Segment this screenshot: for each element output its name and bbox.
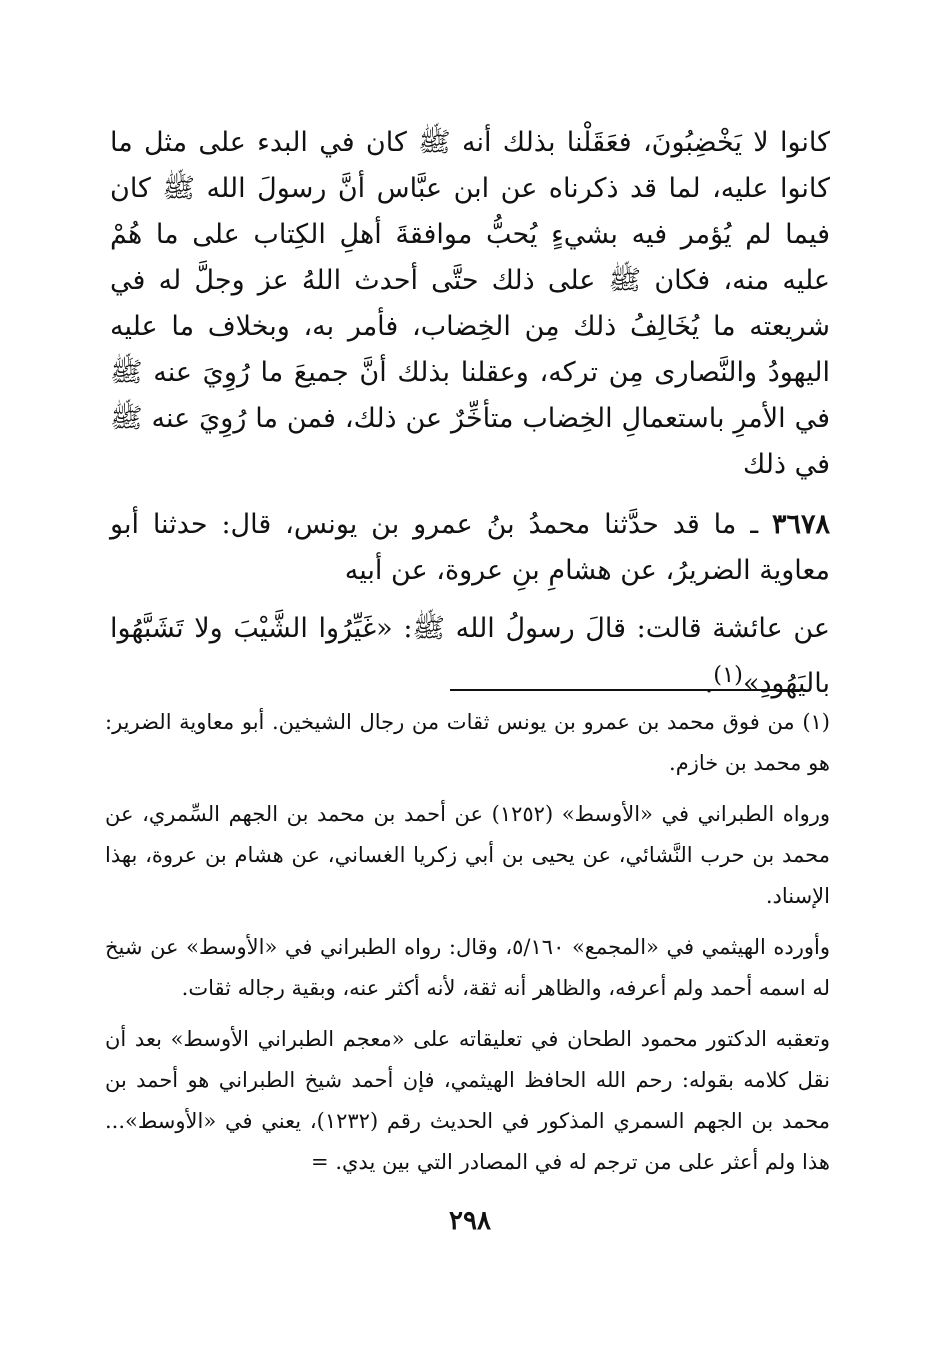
hadith-end: . <box>704 668 714 699</box>
footnotes <box>105 702 830 1193</box>
hadith-matn-paragraph <box>110 606 830 707</box>
footnote-2: ورواه الطبراني في «الأوسط» (١٢٥٢) عن أحمد بن محمد بن الجهم السِّمري، عن محمد بن حرب النَّشائي، عن يحيى بن أبي زكريا الغساني، عن هشام بن عروة، بهذا الإسناد. <box>105 802 830 908</box>
main-paragraph: كانوا لا يَخْضِبُونَ، فعَقَلْنا بذلك أنه ﷺ كان في البدء على مثل ما كانوا عليه، لما قد ذكرناه عن ابن عبَّاس أنَّ رسولَ الله ﷺ كان فيما لم يُؤمر فيه بشيءٍ يُحبُّ موافقةَ أهلِ الكِتاب على ما هُمْ عليه منه، فكان ﷺ على ذلك حتَّى أحدث اللهُ عز وجلَّ له في شريعته ما يُخَالِفُ ذلك مِن الخِضاب، فأمر به، وبخلاف ما عليه اليهودُ والنَّصارى مِن تركه، وعقلنا بذلك أنَّ جميعَ ما رُوِيَ عنه ﷺ في الأمرِ باستعمالِ الخِضاب متأخِّرٌ عن ذلك، فمن ما رُوِيَ عنه ﷺ في ذلك <box>110 127 830 480</box>
footnote-marker: (١) <box>713 662 743 688</box>
hadith-isnad: ـ ما قد حدَّثنا محمدُ بنُ عمرو بن يونس، قال: حدثنا أبو معاوية الضريرُ، عن هشامِ بنِ عروة، عن أبيه <box>110 509 830 586</box>
hadith-number: ٣٦٧٨ <box>771 509 830 540</box>
page-number: ٢٩٨ <box>449 1206 491 1236</box>
footnote-3: وأورده الهيثمي في «المجمع» ٥/١٦٠، وقال: رواه الطبراني في «الأوسط» عن شيخ له اسمه أحمد ولم أعرفه، والظاهر أنه ثقة، لأنه أكثر عنه، وبقية رجاله ثقات. <box>105 935 831 1000</box>
footnote-4: وتعقبه الدكتور محمود الطحان في تعليقاته على «معجم الطبراني الأوسط» بعد أن نقل كلامه بقوله: رحم الله الحافظ الهيثمي، فإن أحمد شيخ الطبراني هو أحمد بن محمد بن الجهم السمري المذكور في الحديث رقم (١٢٣٢)، يعني في «الأوسط»... هذا ولم أعثر على من ترجم له في المصادر التي بين يدي. = <box>105 1027 830 1174</box>
footnote-1: (١) من فوق محمد بن عمرو بن يونس ثقات من رجال الشيخين. أبو معاوية الضرير: هو محمد بن خازم. <box>105 710 830 775</box>
main-text <box>110 120 830 707</box>
footnote-divider <box>450 689 806 691</box>
hadith-matn: عن عائشة قالت: قالَ رسولُ الله ﷺ: «غَيِّرُوا الشَّيْبَ ولا تَشَبَّهُوا باليَهُودِ» <box>110 613 830 699</box>
hadith-isnad-paragraph <box>110 502 830 594</box>
